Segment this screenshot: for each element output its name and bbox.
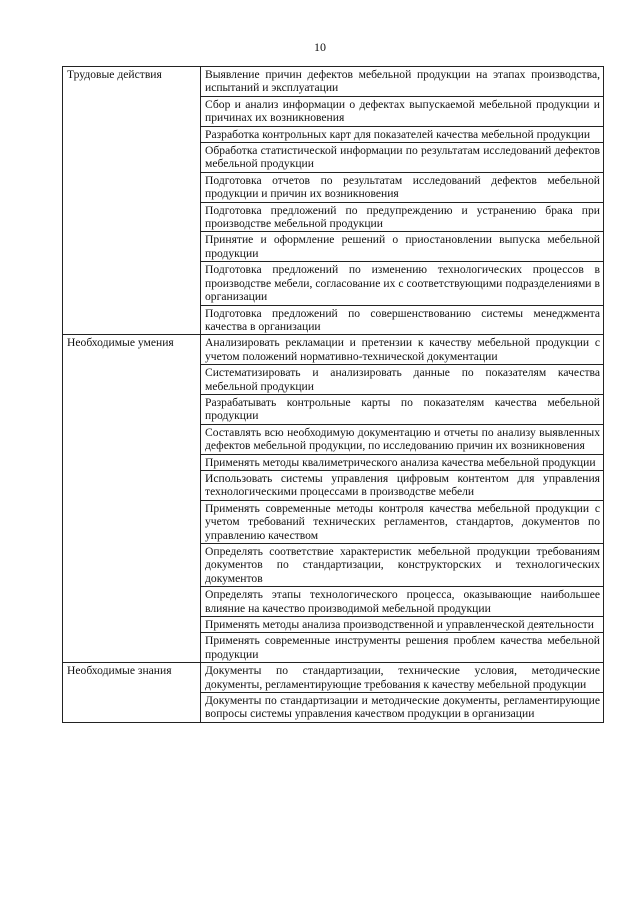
requirement-item: Составлять всю необходимую документацию и отчеты по анализу выявленных дефектов мебельной продукции, по исследованию причин их возникновения: [201, 424, 604, 454]
requirement-item: Подготовка предложений по предупреждению и устранению брака при производстве мебельной продукции: [201, 202, 604, 232]
competency-table-body: [63, 67, 604, 723]
requirement-item: Применять современные методы контроля качества мебельной продукции с учетом требований технических регламентов, стандартов, документов по управлению качеством: [201, 500, 604, 543]
requirement-item: Подготовка предложений по изменению технологических процессов в производстве мебели, согласование их с соответствующими подразделениями в организации: [201, 262, 604, 305]
table-row: [63, 663, 604, 693]
section-label: Необходимые знания: [63, 663, 201, 723]
requirement-item: Разработка контрольных карт для показателей качества мебельной продукции: [201, 126, 604, 142]
section-label: Необходимые умения: [63, 335, 201, 663]
table-row: [63, 335, 604, 365]
requirement-item: Сбор и анализ информации о дефектах выпускаемой мебельной продукции и причинах их возникновения: [201, 96, 604, 126]
section-label: Трудовые действия: [63, 67, 201, 335]
requirement-item: Определять этапы технологического процесса, оказывающие наибольшее влияние на качество производимой мебельной продукции: [201, 587, 604, 617]
requirement-item: Систематизировать и анализировать данные по показателям качества мебельной продукции: [201, 365, 604, 395]
competency-table: [62, 66, 604, 723]
requirement-item: Применять современные инструменты решения проблем качества мебельной продукции: [201, 633, 604, 663]
requirement-item: Анализировать рекламации и претензии к качеству мебельной продукции с учетом положений нормативно-технической документации: [201, 335, 604, 365]
page-number: 10: [314, 40, 326, 54]
requirement-item: Разрабатывать контрольные карты по показателям качества мебельной продукции: [201, 394, 604, 424]
requirement-item: Использовать системы управления цифровым контентом для управления технологическими процессами в производстве мебели: [201, 470, 604, 500]
requirement-item: Подготовка предложений по совершенствованию системы менеджмента качества в организации: [201, 305, 604, 335]
requirement-item: Документы по стандартизации, технические условия, методические документы, регламентирующие требования к качеству мебельной продукции: [201, 663, 604, 693]
table-row: [63, 67, 604, 97]
requirement-item: Определять соответствие характеристик мебельной продукции требованиям документов по стандартизации, конструкторских и технологических документов: [201, 544, 604, 587]
requirement-item: Выявление причин дефектов мебельной продукции на этапах производства, испытаний и эксплуатации: [201, 67, 604, 97]
requirement-item: Применять методы квалиметрического анализа качества мебельной продукции: [201, 454, 604, 470]
requirement-item: Подготовка отчетов по результатам исследований дефектов мебельной продукции и причин их возникновения: [201, 172, 604, 202]
requirement-item: Применять методы анализа производственной и управленческой деятельности: [201, 617, 604, 633]
requirement-item: Документы по стандартизации и методические документы, регламентирующие вопросы системы управления качеством продукции в организации: [201, 693, 604, 723]
requirement-item: Обработка статистической информации по результатам исследований дефектов мебельной продукции: [201, 143, 604, 173]
requirement-item: Принятие и оформление решений о приостановлении выпуска мебельной продукции: [201, 232, 604, 262]
